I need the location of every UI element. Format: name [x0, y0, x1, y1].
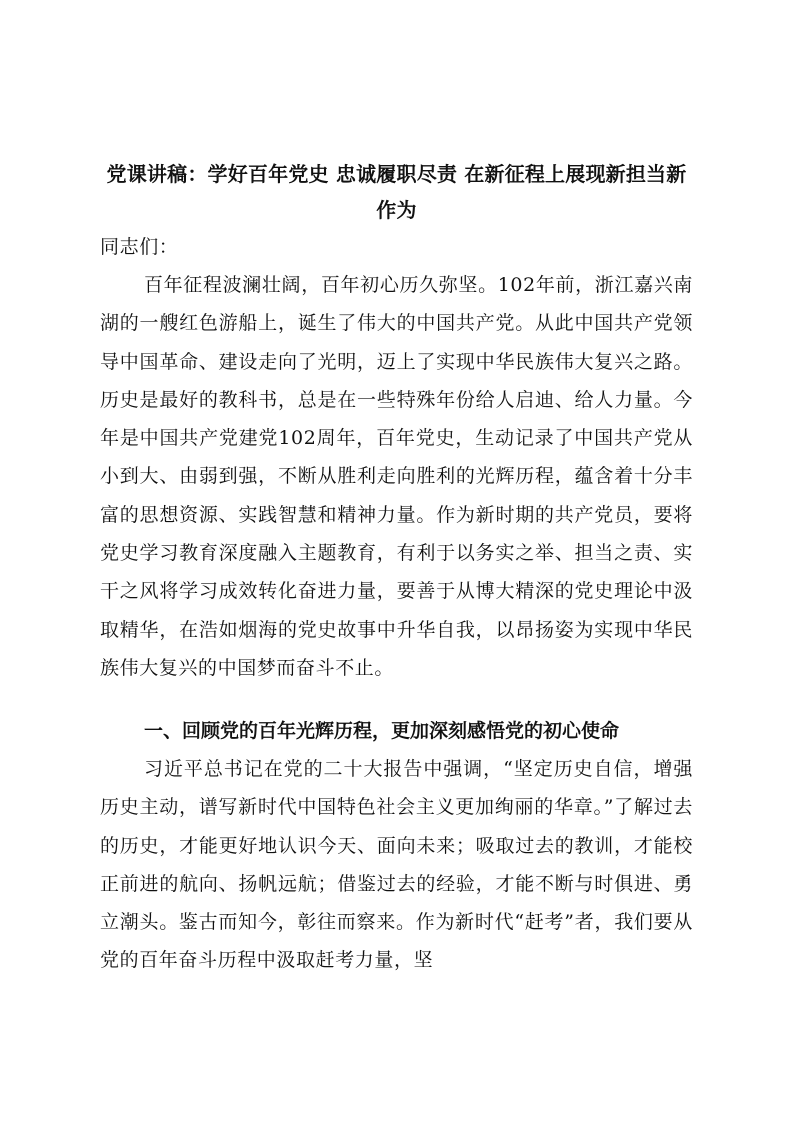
section-heading: 一、回顾党的百年光辉历程，更加深刻感悟党的初心使命	[144, 720, 620, 742]
document-title: 党课讲稿：学好百年党史 忠诚履职尽责 在新征程上展现新担当新作为	[106, 162, 687, 222]
body-paragraph: 百年征程波澜壮阔，百年初心历久弥坚。102年前，浙江嘉兴南湖的一艘红色游船上，诞生了伟大的中国共产党。从此中国共产党领导中国革命、建设走向了光明，迈上了实现中华民族伟大复兴之路。历史是最好的教科书，总是在一些特殊年份给人启迪、给人力量。今年是中国共产党建党102周年，百年党史，生动记录了中国共产党从小到大、由弱到强，不断从胜利走向胜利的光辉历程，蕴含着十分丰富的思想资源、实践智慧和精神力量。作为新时期的共产党员，要将党史学习教育深度融入主题教育，有利于以务实之举、担当之责、实干之风将学习成效转化奋进力量，要善于从博大精深的党史理论中汲取精华，在浩如烟海的党史故事中升华自我，以昂扬姿为实现中华民族伟大复兴的中国梦而奋斗不止。	[100, 274, 693, 679]
body-paragraph: 习近平总书记在党的二十大报告中强调，“坚定历史自信，增强历史主动，谱写新时代中国特色社会主义更加绚丽的华章。”了解过去的历史，才能更好地认识今天、面向未来；吸取过去的教训，才能校正前进的航向、扬帆远航；借鉴过去的经验，才能不断与时俱进、勇立潮头。鉴古而知今，彰往而察来。作为新时代“赶考”者，我们要从党的百年奋斗历程中汲取赶考力量，坚	[100, 758, 693, 972]
salutation: 同志们：	[100, 236, 179, 258]
